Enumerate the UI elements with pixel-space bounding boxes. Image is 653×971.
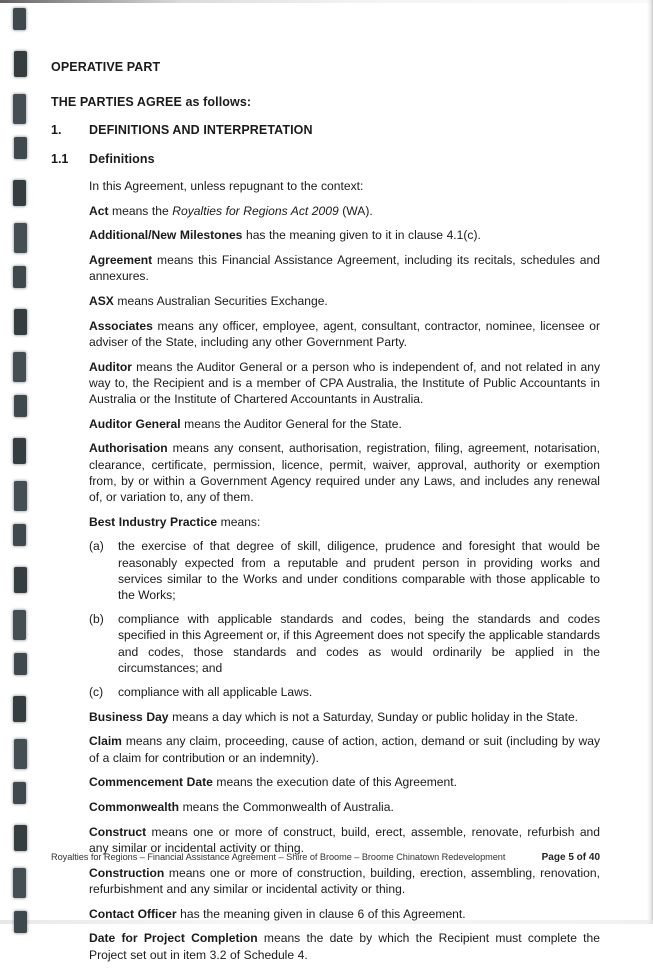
scan-right-edge-artifact [647, 0, 653, 924]
definition-term: Commencement Date [89, 775, 213, 790]
list-item-text: the exercise of that degree of skill, diligence, prudence and foresight that would be reasonably expected from a reputable and prudent person in providing works and services similar to the Works and under conditions comparable with those applicable to the Works; [118, 539, 600, 603]
list-item [89, 538, 600, 603]
definition-term: Best Industry Practice [89, 514, 218, 529]
binder-hole-mark [13, 180, 26, 206]
binder-hole-mark [14, 51, 27, 77]
binder-hole-mark [14, 395, 27, 417]
binder-hole-mark [13, 782, 26, 804]
operative-part-heading: OPERATIVE PART [51, 60, 161, 74]
definition-term: Business Day [89, 709, 169, 724]
definition-statute-name: Royalties for Regions Act 2009 [172, 203, 339, 218]
binder-hole-mark [14, 309, 27, 335]
page-footer [51, 852, 600, 863]
clause-1-1-title: Definitions [89, 152, 155, 166]
binder-hole-mark [14, 653, 27, 675]
clause-1-1-heading [51, 152, 600, 166]
definition-term: Auditor [89, 359, 132, 374]
list-item-label: (b) [89, 612, 104, 627]
definition-paragraph: Commencement Date means the execution date of this Agreement. [89, 775, 457, 790]
definition-paragraph: Additional/New Milestones has the meaning given to it in clause 4.1(c). [89, 228, 481, 243]
definition-term: Commonwealth [89, 800, 180, 815]
binder-hole-mark [13, 524, 26, 546]
footer-page-number: Page 5 of 40 [541, 852, 600, 863]
list-item-label: (c) [89, 685, 104, 700]
binder-hole-mark [14, 911, 27, 933]
list-item-text: compliance with applicable standards and codes, being the standards and codes specified in this Agreement or, if this Agreement does not specify the applicable standards and codes, those standards and codes as would ordinarily be applied in the circumstances; and [118, 612, 600, 675]
binder-hole-mark [14, 825, 27, 851]
binder-hole-mark [14, 567, 27, 593]
clause-1-1-number: 1.1 [51, 152, 69, 166]
definition-term: Construction [89, 865, 165, 880]
definition-term: Additional/New Milestones [89, 228, 243, 243]
definition-paragraph: Agreement means this Financial Assistance Agreement, including its recitals, schedules and annexures. [89, 253, 600, 284]
definition-term: ASX [89, 294, 114, 309]
definition-term: Date for Project Completion [89, 931, 258, 946]
binder-hole-mark [13, 438, 26, 464]
definition-term: Claim [89, 734, 122, 749]
definition-paragraph: Contact Officer has the meaning given in clause 6 of this Agreement. [89, 906, 466, 921]
best-industry-practice-list [89, 538, 600, 700]
binder-hole-mark [13, 352, 26, 382]
binder-hole-mark [13, 266, 26, 288]
binder-hole-mark [13, 696, 26, 722]
definition-paragraph: Construct means one or more of construct, build, erect, assemble, renovate, refurbish and any similar or incidental activity or thing. [89, 824, 600, 855]
parties-agree-heading: THE PARTIES AGREE as follows: [51, 95, 252, 109]
binder-hole-mark [14, 481, 27, 511]
definition-term: Act [89, 203, 109, 218]
clause-1-title: DEFINITIONS AND INTERPRETATION [89, 123, 313, 137]
definitions-list-bottom [89, 709, 600, 963]
clause-1-heading [51, 123, 600, 137]
list-item [89, 684, 600, 700]
definitions-list-top [89, 203, 600, 530]
definition-paragraph: Authorisation means any consent, authorisation, registration, filing, agreement, notarisation, clearance, certificate, permission, licence, permit, waiver, approval, authority or exemption from, by or within a Government Agency required under any Laws, and includes any renewal of, or variation to, any of them. [89, 441, 600, 505]
definition-paragraph: Best Industry Practice means: [89, 514, 261, 529]
page-content [51, 0, 600, 962]
definition-paragraph: Commonwealth means the Commonwealth of Australia. [89, 800, 394, 815]
definition-paragraph: ASX means Australian Securities Exchange. [89, 294, 328, 309]
definition-paragraph: Construction means one or more of construction, building, erection, assembling, renovation, refurbishment and any similar or incidental activity or thing. [89, 865, 600, 896]
binder-hole-mark [14, 223, 27, 253]
definition-paragraph: Act means the Royalties for Regions Act 2009 (WA). [89, 203, 373, 218]
definition-paragraph: Associates means any officer, employee, agent, consultant, contractor, nominee, licensee or adviser of the State, including any other Government Party. [89, 318, 600, 349]
definition-term: Auditor General [89, 416, 181, 431]
definition-paragraph: Business Day means a day which is not a Saturday, Sunday or public holiday in the State. [89, 709, 579, 724]
definition-paragraph: Auditor means the Auditor General or a person who is independent of, and not related in any way to, the Recipient and is a member of CPA Australia, the Institute of Public Accountants in Australia or the Institute of Chartered Accountants in Australia. [89, 359, 600, 407]
definition-term: Contact Officer [89, 906, 177, 921]
list-item [89, 611, 600, 676]
definition-term: Associates [89, 318, 153, 333]
definitions-intro: In this Agreement, unless repugnant to the context: [89, 179, 364, 193]
binder-hole-mark [13, 868, 26, 898]
binder-hole-mark [13, 8, 26, 30]
definition-paragraph: Auditor General means the Auditor General for the State. [89, 416, 402, 431]
list-item-text: compliance with all applicable Laws. [118, 685, 313, 700]
clause-1-number: 1. [51, 123, 62, 137]
definition-paragraph: Date for Project Completion means the date by which the Recipient must complete the Project set out in item 3.2 of Schedule 4. [89, 931, 600, 962]
definition-term: Construct [89, 824, 147, 839]
binder-hole-mark [13, 610, 26, 640]
binder-hole-marks [0, 0, 46, 924]
binder-hole-mark [13, 94, 26, 124]
definition-paragraph: Claim means any claim, proceeding, cause of action, action, demand or suit (including by way of a claim for contribution or an indemnity). [89, 734, 600, 765]
footer-document-reference: Royalties for Regions – Financial Assistance Agreement – Shire of Broome – Broome Chinatown Redevelopment [51, 852, 506, 862]
list-item-label: (a) [89, 539, 104, 554]
definition-term: Agreement [89, 253, 153, 268]
definition-term: Authorisation [89, 441, 168, 456]
binder-hole-mark [14, 137, 27, 159]
binder-hole-mark [14, 739, 27, 769]
